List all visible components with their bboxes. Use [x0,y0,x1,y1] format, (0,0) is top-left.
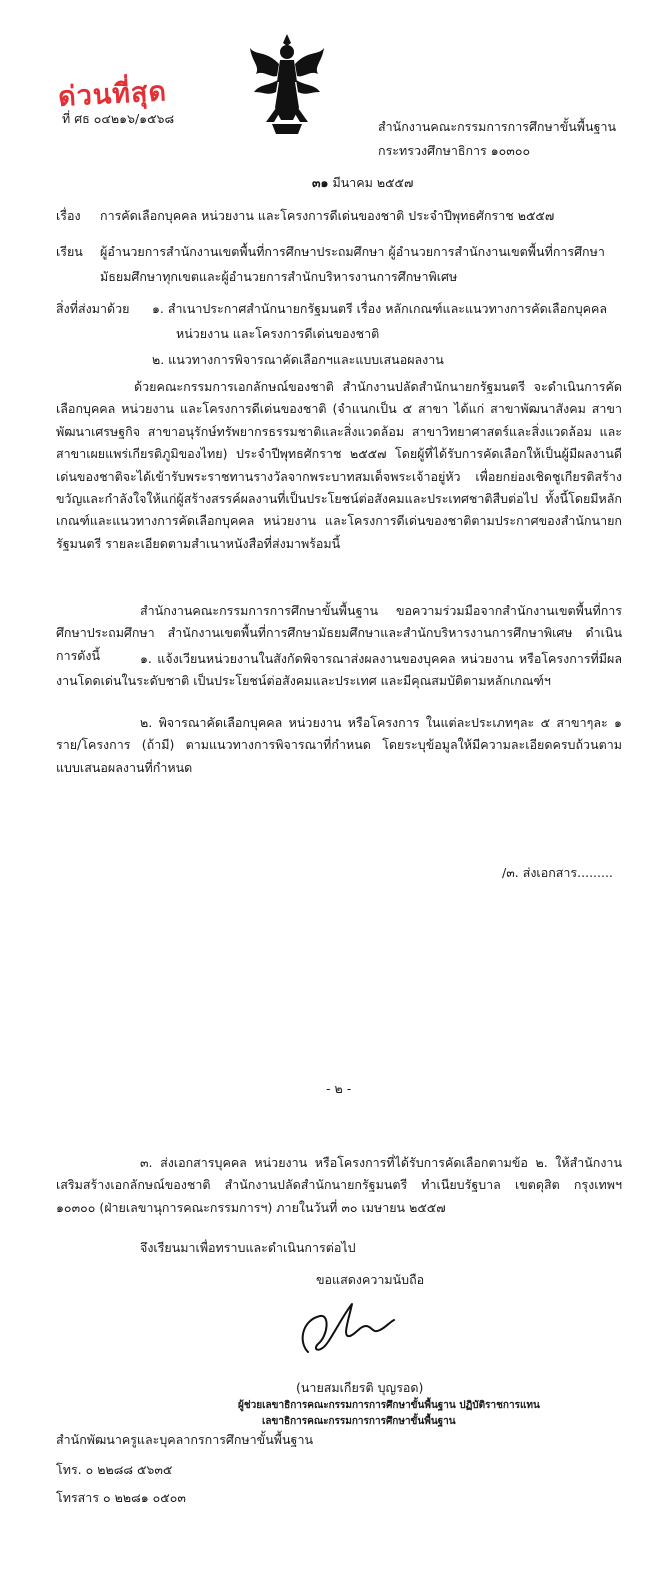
request-item-2: ๒. พิจารณาคัดเลือกบุคคล หน่วยงาน หรือโครงการ ในแต่ละประเภทๆละ ๕ สาขาๆละ ๑ ราย/โครงการ (ถ้ามี) ตามแนวทางการพิจารณาที่กำหนด โดยระบุข้อมูลให้มีความละเอียดครบถ้วนตามแบบเสนอผลงานที่กำหนด [56,715,622,775]
fax: โทรสาร ๐ ๒๒๘๑ ๐๕๐๓ [56,1490,186,1505]
date-day: ๓๑ [312,175,329,190]
request-item-1: ๑. แจ้งเวียนหน่วยงานในสังกัดพิจารณาส่งผลงานของบุคคล หน่วยงาน หรือโครงการที่มีผลงานโดดเด่นในระดับชาติ เป็นประโยชน์ต่อสังคมและประเทศ และมีคุณสมบัติตามหลักเกณฑ์ฯ [56,651,622,689]
date-month-year: มีนาคม ๒๕๕๗ [332,175,414,190]
signer-name: (นายสมเกียรติ บุญรอด) [296,1380,424,1395]
sender-ministry: กระทรวงศึกษาธิการ ๑๐๓๐๐ [378,143,531,158]
enclosure-item-1: ๑. สำเนาประกาศสำนักนายกรัฐมนตรี เรื่อง หลักเกณฑ์และแนวทางการคัดเลือกบุคคล [152,301,608,316]
body-paragraph-2: สำนักงานคณะกรรมการการศึกษาขั้นพื้นฐาน ขอความร่วมมือจากสำนักงานเขตพื้นที่การศึกษาประถมศึกษา สำนักงานเขตพื้นที่การศึกษามัธยมศึกษาและสำนักบริหารงานการศึกษาพิเศษ ดำเนินการดังนี้ [56,603,622,663]
page-two [0,1070,660,1575]
request-item-3: ๓. ส่งเอกสารบุคคล หน่วยงาน หรือโครงการที่ได้รับการคัดเลือกตามข้อ ๒. ให้สำนักงานเสริมสร้างเอกลักษณ์ของชาติ สำนักงานปลัดสำนักนายกรัฐมนตรี ทำเนียบรัฐบาล เขตดุสิต กรุงเทพฯ ๑๐๓๐๐ (ฝ่ายเลขานุการคณะกรรมการฯ) ภายในวันที่ ๓๐ เมษายน ๒๕๕๗ [56,1155,622,1215]
signer-title-2: เลขาธิการคณะกรรมการการศึกษาขั้นพื้นฐาน [262,1416,456,1427]
signer-title-1: ผู้ช่วยเลขาธิการคณะกรรมการการศึกษาขั้นพื้นฐาน ปฏิบัติราชการแทน [238,1400,540,1411]
signature-icon [290,1292,400,1362]
enclosure-item-2: ๒. แนวทางการพิจารณาคัดเลือกฯและแบบเสนอผลงาน [152,352,444,367]
telephone: โทร. ๐ ๒๒๘๘ ๕๖๓๕ [56,1462,173,1477]
subject-text: การคัดเลือกบุคคล หน่วยงาน และโครงการดีเด่นของชาติ ประจำปีพุทธศักราช ๒๕๕๗ [100,208,555,223]
regards-line: ขอแสดงความนับถือ [316,1272,425,1287]
body-paragraph-1: ด้วยคณะกรรมการเอกลักษณ์ของชาติ สำนักงานปลัดสำนักนายกรัฐมนตรี จะดำเนินการคัดเลือกบุคคล หน่วยงาน และโครงการดีเด่นของชาติ (จำแนกเป็น ๕ สาขา ได้แก่ สาขาพัฒนาสังคม สาขาพัฒนาเศรษฐกิจ สาขาอนุรักษ์ทรัพยากรธรรมชาติและสิ่งแวดล้อม สาขาวิทยาศาสตร์และสิ่งแวดล้อม และสาขาเผยแพร่เกียรติภูมิของไทย) ประจำปีพุทธศักราช ๒๕๕๗ โดยผู้ที่ได้รับการคัดเลือกให้เป็นผู้มีผลงานดีเด่นของชาติจะได้เข้ารับพระราชทานรางวัลจากพระบาทสมเด็จพระเจ้าอยู่หัว เพื่อยกย่องเชิดชูเกียรติสร้างขวัญและกำลังใจให้แก่ผู้สร้างสรรค์ผลงานที่เป็นประโยชน์ต่อสังคมและประเทศชาติสืบต่อไป ทั้งนี้โดยมีหลักเกณฑ์และแนวทางการคัดเลือกบุคคล หน่วยงาน และโครงการดีเด่นของชาติตามประกาศของสำนักนายกรัฐมนตรี รายละเอียดตามสำเนาหนังสือที่ส่งมาพร้อมนี้ [56,379,622,551]
reference-number: ที่ ศธ ๐๔๒๑๖/๑๕๖๘ [62,111,175,126]
subject-label: เรื่อง [56,208,81,223]
enclosure-item-1-cont: หน่วยงาน และโครงการดีเด่นของชาติ [176,326,380,341]
page-separator [0,960,660,1070]
garuda-emblem-icon [246,30,328,138]
enclosure-label: สิ่งที่ส่งมาด้วย [56,301,130,316]
page-number: - ๒ - [326,1081,352,1096]
recipient-line-1: ผู้อำนวยการสำนักงานเขตพื้นที่การศึกษาประถมศึกษา ผู้อำนวยการสำนักงานเขตพื้นที่การศึกษา [100,244,605,259]
recipient-line-2: มัธยมศึกษาทุกเขตและผู้อำนวยการสำนักบริหารงานการศึกษาพิเศษ [100,269,458,284]
continued-marker: /๓. ส่งเอกสาร......... [502,865,613,880]
urgent-stamp: ด่วนที่สุด [57,76,168,113]
office-name: สำนักพัฒนาครูและบุคลากรการศึกษาขั้นพื้นฐาน [56,1432,314,1447]
salutation-label: เรียน [56,244,83,259]
sender-office: สำนักงานคณะกรรมการการศึกษาขั้นพื้นฐาน [378,119,617,134]
document-date [312,174,413,191]
closing-line: จึงเรียนมาเพื่อทราบและดำเนินการต่อไป [140,1240,356,1255]
